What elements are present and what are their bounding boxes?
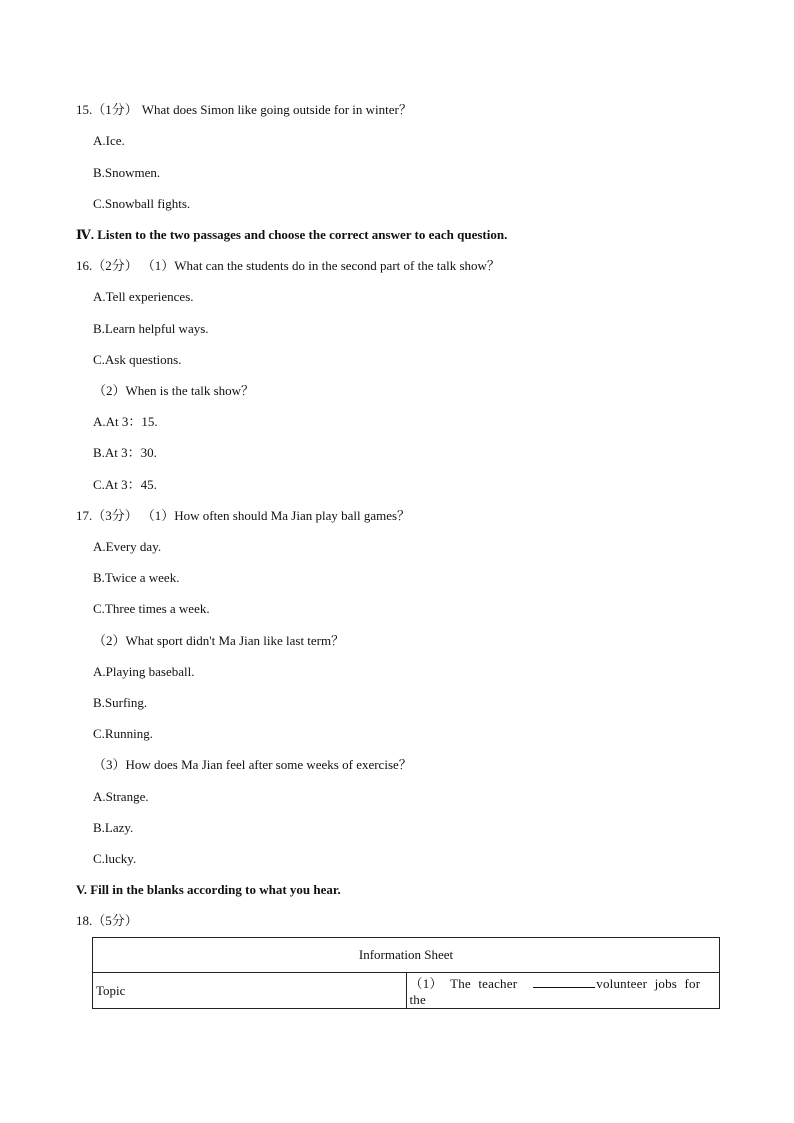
answer-blank[interactable] (533, 975, 595, 988)
table-header-cell: Information Sheet (93, 938, 720, 973)
question-text: When is the talk show？ (125, 383, 255, 398)
question-number: 17. (76, 508, 93, 523)
option-b: B.Learn helpful ways. (93, 321, 209, 336)
question-points: （2分） (92, 258, 138, 273)
option-a: A.Tell experiences. (93, 289, 194, 304)
section-iv-heading: Ⅳ. Listen to the two passages and choose the correct answer to each question. (76, 227, 508, 242)
question-text: How does Ma Jian feel after some weeks of exercise？ (125, 757, 412, 772)
information-sheet-table (92, 937, 720, 1009)
option-c: C.At 3：45. (93, 477, 157, 492)
question-text: What does Simon like going outside for in winter？ (141, 102, 412, 117)
option-b: B.At 3：30. (93, 445, 157, 460)
question-17-stem (76, 508, 410, 524)
option-b: B.Twice a week. (93, 570, 180, 585)
question-15-stem (76, 102, 412, 118)
blank-number-label: （1） (409, 976, 443, 991)
question-text: What sport didn't Ma Jian like last term？ (125, 633, 345, 648)
topic-value-cell (406, 973, 720, 1009)
cell-text-before: The teacher (450, 976, 518, 991)
table-row (93, 973, 720, 1009)
sub-question-3 (93, 757, 412, 773)
sub-question-2 (93, 633, 344, 649)
question-number: 16. (76, 258, 93, 273)
question-18-stem (76, 913, 142, 929)
question-text: How often should Ma Jian play ball games？ (174, 508, 411, 523)
sub-question-label: （2） (93, 383, 126, 398)
sub-question-label: （2） (93, 633, 126, 648)
sub-question-label: （1） (141, 258, 175, 273)
question-number: 15. (76, 102, 93, 117)
table-header-row (93, 938, 720, 973)
option-c: C.Three times a week. (93, 601, 210, 616)
question-16-stem (76, 258, 500, 274)
section-v-heading: V. Fill in the blanks according to what you hear. (76, 882, 341, 897)
question-text: What can the students do in the second part of the talk show？ (174, 258, 500, 273)
cell-text-after: volunteer jobs for the (409, 976, 701, 1007)
sub-question-label: （1） (141, 508, 175, 523)
question-number: 18. (76, 913, 93, 928)
question-points: （1分） (92, 102, 138, 117)
option-b: B.Surfing. (93, 695, 148, 710)
option-b: B.Snowmen. (93, 165, 161, 180)
option-c: C.Ask questions. (93, 352, 182, 367)
option-a: A.Every day. (93, 539, 162, 554)
sub-question-label: （3） (93, 757, 126, 772)
option-c: C.lucky. (93, 851, 137, 866)
sub-question-2 (93, 383, 254, 399)
option-b: B.Lazy. (93, 820, 134, 835)
question-points: （5分） (92, 913, 138, 928)
option-a: A.Ice. (93, 133, 125, 148)
question-points: （3分） (92, 508, 138, 523)
option-a: A.At 3：15. (93, 414, 158, 429)
option-c: C.Snowball fights. (93, 196, 191, 211)
option-a: A.Strange. (93, 789, 149, 804)
option-c: C.Running. (93, 726, 153, 741)
option-a: A.Playing baseball. (93, 664, 195, 679)
topic-label-cell: Topic (93, 973, 407, 1009)
